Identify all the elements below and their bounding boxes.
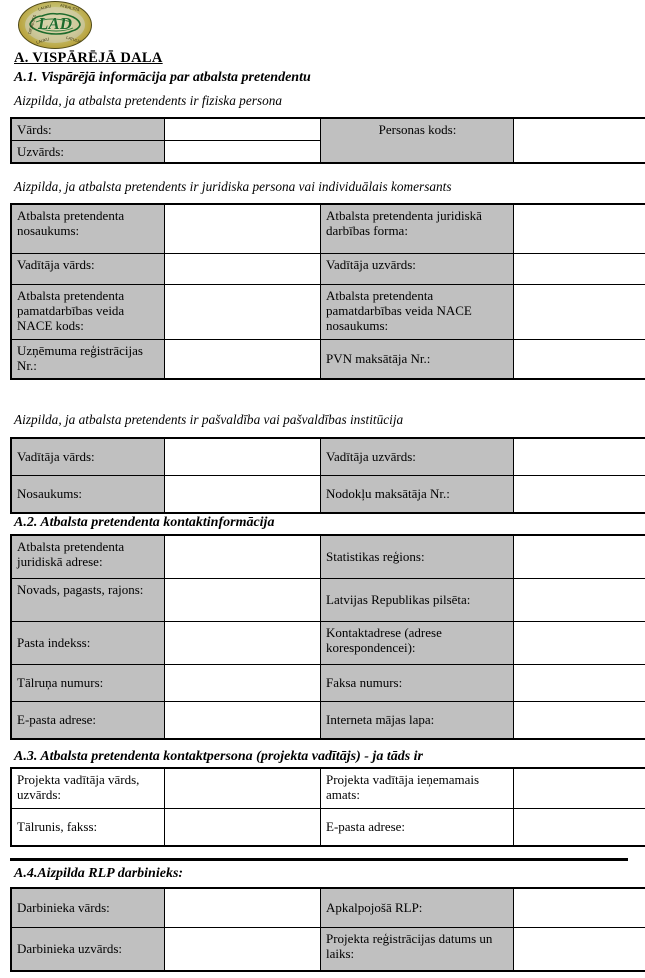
input-novads-pagasts-rajons[interactable] — [165, 579, 321, 622]
input-interneta-majas-lapa[interactable] — [514, 702, 645, 740]
logo-ring-text-top-left: LAUKU — [37, 3, 52, 12]
input-personas-kods[interactable] — [514, 118, 645, 163]
input-kontaktadrese[interactable] — [514, 622, 645, 665]
input-projekta-vaditaja-vards-uzvards[interactable] — [165, 768, 321, 809]
table-row — [11, 476, 645, 514]
input-juridiska-adrese[interactable] — [165, 535, 321, 579]
table-juridiska-persona — [10, 203, 645, 380]
label-kontaktadrese: Kontaktadrese (adrese korespondencei): — [321, 622, 514, 665]
label-projekta-registracijas-datums: Projekta reģistrācijas datums un laiks: — [321, 928, 514, 972]
logo-ring-text-bottom-left: LAUKU — [35, 36, 50, 45]
input-apkalpojosa-rlp[interactable] — [514, 888, 645, 928]
label-vaditaja-vards: Vadītāja vārds: — [11, 254, 165, 285]
label-pasv-vaditaja-uzvards: Vadītāja uzvārds: — [321, 438, 514, 476]
table-row — [11, 340, 645, 380]
note-juridiska-persona: Aizpilda, ja atbalsta pretendents ir juridiska persona vai individuālais komersants — [14, 179, 452, 194]
input-talrunis-fakss[interactable] — [165, 809, 321, 847]
label-a3-e-pasta-adrese: E-pasta adrese: — [321, 809, 514, 847]
label-statistikas-regions: Statistikas reģions: — [321, 535, 514, 579]
input-lr-pilseta[interactable] — [514, 579, 645, 622]
label-nace-nosaukums: Atbalsta pretendenta pamatdarbības veida NACE nosaukums: — [321, 285, 514, 340]
label-talruna-numurs: Tālruņa numurs: — [11, 665, 165, 702]
table-pasvaldiba — [10, 437, 645, 514]
input-darbinieka-vards[interactable] — [165, 888, 321, 928]
label-personas-kods: Personas kods: — [321, 118, 514, 163]
label-pasv-vaditaja-vards: Vadītāja vārds: — [11, 438, 165, 476]
label-talrunis-fakss: Tālrunis, fakss: — [11, 809, 165, 847]
label-uznemuma-registracijas-nr: Uzņēmuma reģistrācijas Nr.: — [11, 340, 165, 380]
table-row — [11, 928, 645, 972]
label-uzvards: Uzvārds: — [11, 141, 165, 164]
input-pretendenta-nosaukums[interactable] — [165, 204, 321, 254]
label-interneta-majas-lapa: Interneta mājas lapa: — [321, 702, 514, 740]
table-row — [11, 702, 645, 740]
lad-logo — [18, 1, 90, 47]
input-projekta-vaditaja-amats[interactable] — [514, 768, 645, 809]
logo-ring-text-top-right: ATBALSTA — [59, 2, 81, 13]
logo-acronym: LAD — [38, 14, 72, 33]
input-pasv-nosaukums[interactable] — [165, 476, 321, 514]
table-row — [11, 204, 645, 254]
table-fiziska-persona — [10, 117, 645, 164]
table-row — [11, 665, 645, 702]
table-row — [11, 438, 645, 476]
input-vards[interactable] — [165, 118, 321, 141]
table-row — [11, 118, 645, 141]
logo-ring-text-bottom-right: LATVIJA — [65, 34, 82, 45]
input-pvn-maksataja-nr[interactable] — [514, 340, 645, 380]
input-uzvards[interactable] — [165, 141, 321, 164]
label-apkalpojosa-rlp: Apkalpojošā RLP: — [321, 888, 514, 928]
input-pasv-vaditaja-uzvards[interactable] — [514, 438, 645, 476]
label-e-pasta-adrese: E-pasta adrese: — [11, 702, 165, 740]
table-row — [11, 254, 645, 285]
input-vaditaja-uzvards[interactable] — [514, 254, 645, 285]
table-kontaktinformacija — [10, 534, 645, 740]
table-row — [11, 888, 645, 928]
label-nodoklu-maksataja-nr: Nodokļu maksātāja Nr.: — [321, 476, 514, 514]
input-juridiska-darbibas-forma[interactable] — [514, 204, 645, 254]
label-pasv-nosaukums: Nosaukums: — [11, 476, 165, 514]
input-statistikas-regions[interactable] — [514, 535, 645, 579]
label-vards: Vārds: — [11, 118, 165, 141]
table-row — [11, 285, 645, 340]
label-darbinieka-uzvards: Darbinieka uzvārds: — [11, 928, 165, 972]
label-pretendenta-nosaukums: Atbalsta pretendenta nosaukums: — [11, 204, 165, 254]
label-projekta-vaditaja-amats: Projekta vadītāja ieņemamais amats: — [321, 768, 514, 809]
input-nace-kods[interactable] — [165, 285, 321, 340]
label-darbinieka-vards: Darbinieka vārds: — [11, 888, 165, 928]
table-row — [11, 768, 645, 809]
section-a3-title: A.3. Atbalsta pretendenta kontaktpersona (projekta vadītājs) - ja tāds ir — [14, 749, 424, 764]
label-vaditaja-uzvards: Vadītāja uzvārds: — [321, 254, 514, 285]
note-pasvaldiba: Aizpilda, ja atbalsta pretendents ir pašvaldība vai pašvaldības institūcija — [14, 412, 404, 427]
label-pvn-maksataja-nr: PVN maksātāja Nr.: — [321, 340, 514, 380]
input-uznemuma-registracijas-nr[interactable] — [165, 340, 321, 380]
input-nodoklu-maksataja-nr[interactable] — [514, 476, 645, 514]
label-nace-kods: Atbalsta pretendenta pamatdarbības veida NACE kods: — [11, 285, 165, 340]
table-row — [11, 579, 645, 622]
table-row — [11, 809, 645, 847]
input-projekta-registracijas-datums[interactable] — [514, 928, 645, 972]
input-talruna-numurs[interactable] — [165, 665, 321, 702]
input-e-pasta-adrese[interactable] — [165, 702, 321, 740]
table-row — [11, 622, 645, 665]
label-faksa-numurs: Faksa numurs: — [321, 665, 514, 702]
input-vaditaja-vards[interactable] — [165, 254, 321, 285]
label-lr-pilseta: Latvijas Republikas pilsēta: — [321, 579, 514, 622]
section-divider — [10, 858, 628, 861]
input-faksa-numurs[interactable] — [514, 665, 645, 702]
label-novads-pagasts-rajons: Novads, pagasts, rajons: — [11, 579, 165, 622]
section-a2-title: A.2. Atbalsta pretendenta kontaktinformācija — [14, 515, 275, 530]
label-juridiska-darbibas-forma: Atbalsta pretendenta juridiskā darbības forma: — [321, 204, 514, 254]
input-a3-e-pasta-adrese[interactable] — [514, 809, 645, 847]
input-darbinieka-uzvards[interactable] — [165, 928, 321, 972]
page-title: A. VISPĀRĒJĀ DALA — [14, 50, 163, 66]
table-kontaktpersona — [10, 767, 645, 847]
input-pasv-vaditaja-vards[interactable] — [165, 438, 321, 476]
note-fiziska-persona: Aizpilda, ja atbalsta pretendents ir fiziska persona — [14, 93, 283, 108]
table-rlp-darbinieks — [10, 887, 645, 972]
logo-oval-border — [18, 1, 92, 49]
section-a1-title: A.1. Vispārējā informācija par atbalsta pretendentu — [14, 70, 311, 85]
label-juridiska-adrese: Atbalsta pretendenta juridiskā adrese: — [11, 535, 165, 579]
table-row — [11, 535, 645, 579]
input-pasta-indekss[interactable] — [165, 622, 321, 665]
input-nace-nosaukums[interactable] — [514, 285, 645, 340]
section-a4-title: A.4.Aizpilda RLP darbinieks: — [14, 866, 184, 881]
label-projekta-vaditaja-vards-uzvards: Projekta vadītāja vārds, uzvārds: — [11, 768, 165, 809]
label-pasta-indekss: Pasta indekss: — [11, 622, 165, 665]
logo-ring-text-left: DIENESTS — [26, 14, 38, 35]
